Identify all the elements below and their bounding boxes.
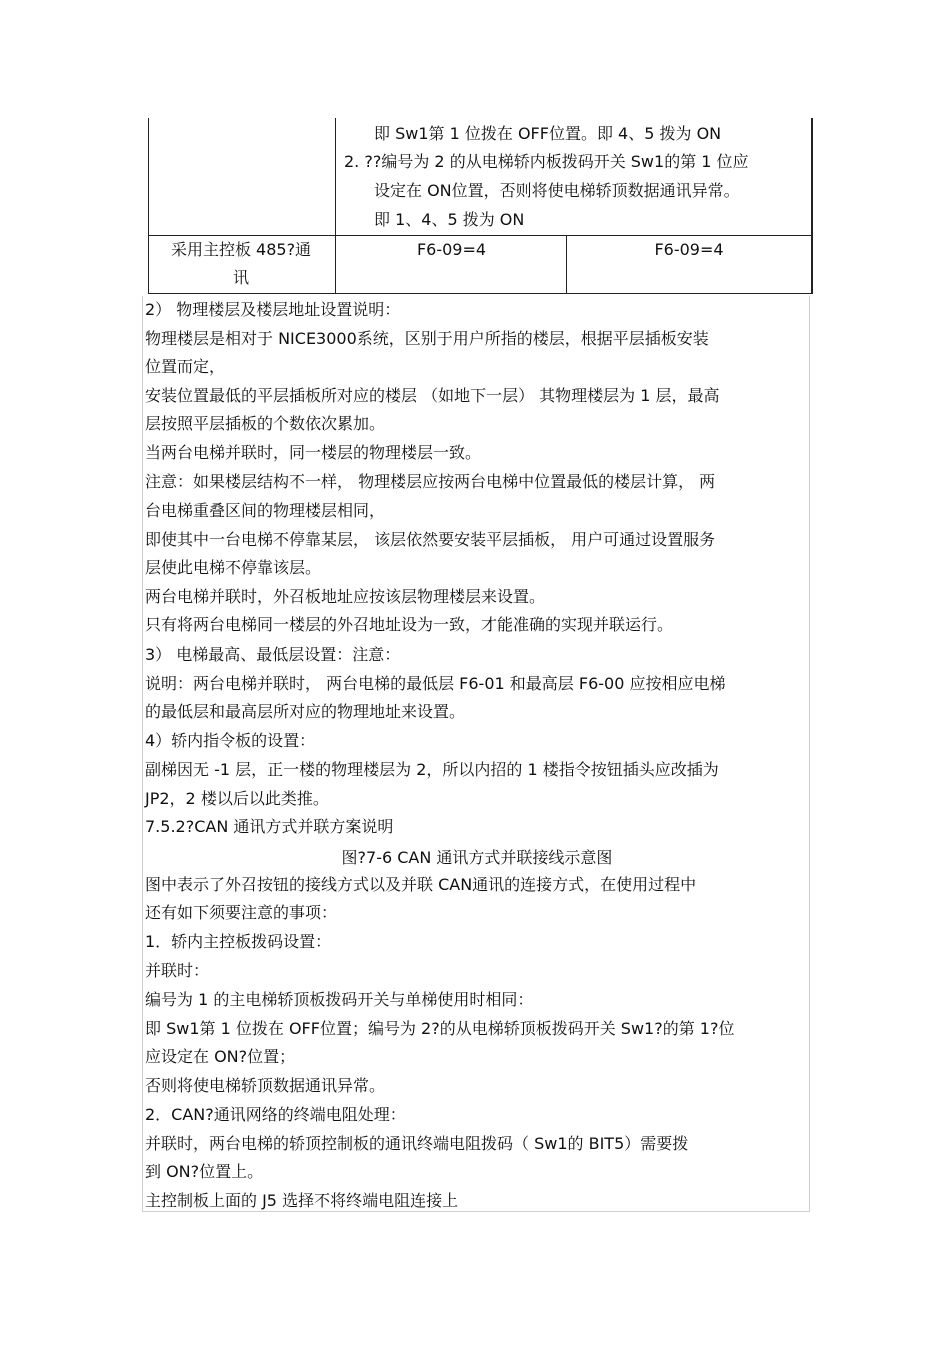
paragraph-line: 否则将使电梯轿顶数据通讯异常。 bbox=[145, 1076, 386, 1095]
table-row2-mid-value: F6-09=4 bbox=[416, 240, 487, 259]
paragraph-line: JP2，2 楼以后以此类推。 bbox=[145, 789, 329, 808]
paragraph-line: 台电梯重叠区间的物理楼层相同， bbox=[145, 501, 386, 520]
paragraph-line: 即使其中一台电梯不停靠某层， 该层依然要安装平层插板， 用户可通过设置服务 bbox=[145, 530, 716, 549]
paragraph-line: 层按照平层插板的个数依次累加。 bbox=[145, 414, 386, 433]
paragraph-line: 注意：如果楼层结构不一样， 物理楼层应按两台电梯中位置最低的楼层计算， 两 bbox=[145, 472, 716, 491]
table-cell-line-2: 2. ??编号为 2 的从电梯轿内板拨码开关 Sw1的第 1 位应 bbox=[344, 152, 749, 171]
paragraph-line: 只有将两台电梯同一楼层的外召地址设为一致，才能准确的实现并联运行。 bbox=[145, 615, 674, 634]
paragraph-line: 物理楼层是相对于 NICE3000系统，区别于用户所指的楼层，根据平层插板安装 bbox=[145, 329, 709, 348]
table-col-divider-1 bbox=[335, 118, 336, 294]
paragraph-line: 的最低层和最高层所对应的物理地址来设置。 bbox=[145, 702, 466, 721]
paragraph-line: 并联时，两台电梯的轿顶控制板的通讯终端电阻拨码（ Sw1的 BIT5）需要拨 bbox=[145, 1134, 689, 1153]
table-row2-label-2: 讯 bbox=[232, 268, 249, 287]
table-cell-line-3: 设定在 ON位置，否则将使电梯轿顶数据通讯异常。 bbox=[374, 181, 740, 200]
paragraph-line: 两台电梯并联时，外召板地址应按该层物理楼层来设置。 bbox=[145, 587, 546, 606]
paragraph-line: 副梯因无 -1 层，正一楼的物理楼层为 2，所以内招的 1 楼指令按钮插头应改插为 bbox=[145, 760, 719, 779]
table-bottom-border bbox=[148, 293, 813, 294]
paragraph-line: 到 ON?位置上。 bbox=[145, 1162, 264, 1181]
table-cell-line-1: 即 Sw1第 1 位拨在 OFF位置。即 4、5 拨为 ON bbox=[374, 124, 722, 143]
section-heading-can: 7.5.2?CAN 通讯方式并联方案说明 bbox=[145, 817, 394, 836]
paragraph-line: 应设定在 ON?位置； bbox=[145, 1047, 296, 1066]
table-row2-right-value: F6-09=4 bbox=[654, 240, 724, 259]
paragraph-line: 图中表示了外召按钮的接线方式以及并联 CAN通讯的连接方式，在使用过程中 bbox=[145, 875, 697, 894]
paragraph-line: 主控制板上面的 J5 选择不将终端电阻连接上 bbox=[145, 1191, 459, 1210]
paragraph-line: 即 Sw1第 1 位拨在 OFF位置；编号为 2?的从电梯轿顶板拨码开关 Sw1?的第 1?位 bbox=[145, 1019, 735, 1038]
section-heading-car-board: 4）轿内指令板的设置： bbox=[145, 731, 316, 750]
paragraph-line: 还有如下须要注意的事项： bbox=[145, 903, 338, 922]
figure-caption: 图?7-6 CAN 通讯方式并联接线示意图 bbox=[341, 848, 613, 867]
list-item-can-termination: 2．CAN?通讯网络的终端电阻处理： bbox=[145, 1105, 406, 1124]
list-item-dip-setting: 1．轿内主控板拨码设置： bbox=[145, 932, 332, 951]
paragraph-line: 安装位置最低的平层插板所对应的楼层 （如地下一层） 其物理楼层为 1 层，最高 bbox=[145, 386, 720, 405]
paragraph-line: 说明：两台电梯并联时， 两台电梯的最低层 F6-01 和最高层 F6-00 应按相应电梯 bbox=[145, 674, 726, 693]
section-heading-floor: 2） 物理楼层及楼层地址设置说明： bbox=[145, 300, 401, 319]
paragraph-line: 编号为 1 的主电梯轿顶板拨码开关与单梯使用时相同： bbox=[145, 990, 534, 1009]
section-heading-floor-limits: 3） 电梯最高、最低层设置：注意： bbox=[145, 645, 401, 664]
paragraph-line: 位置而定， bbox=[145, 357, 226, 376]
table-row2-label-1: 采用主控板 485?通 bbox=[170, 240, 312, 259]
paragraph-line: 并联时： bbox=[145, 961, 210, 980]
table-right-border bbox=[811, 118, 813, 294]
paragraph-line: 当两台电梯并联时，同一楼层的物理楼层一致。 bbox=[145, 443, 482, 462]
table-cell-line-4: 即 1、4、5 拨为 ON bbox=[374, 210, 525, 229]
paragraph-line: 层使此电梯不停靠该层。 bbox=[145, 558, 322, 577]
